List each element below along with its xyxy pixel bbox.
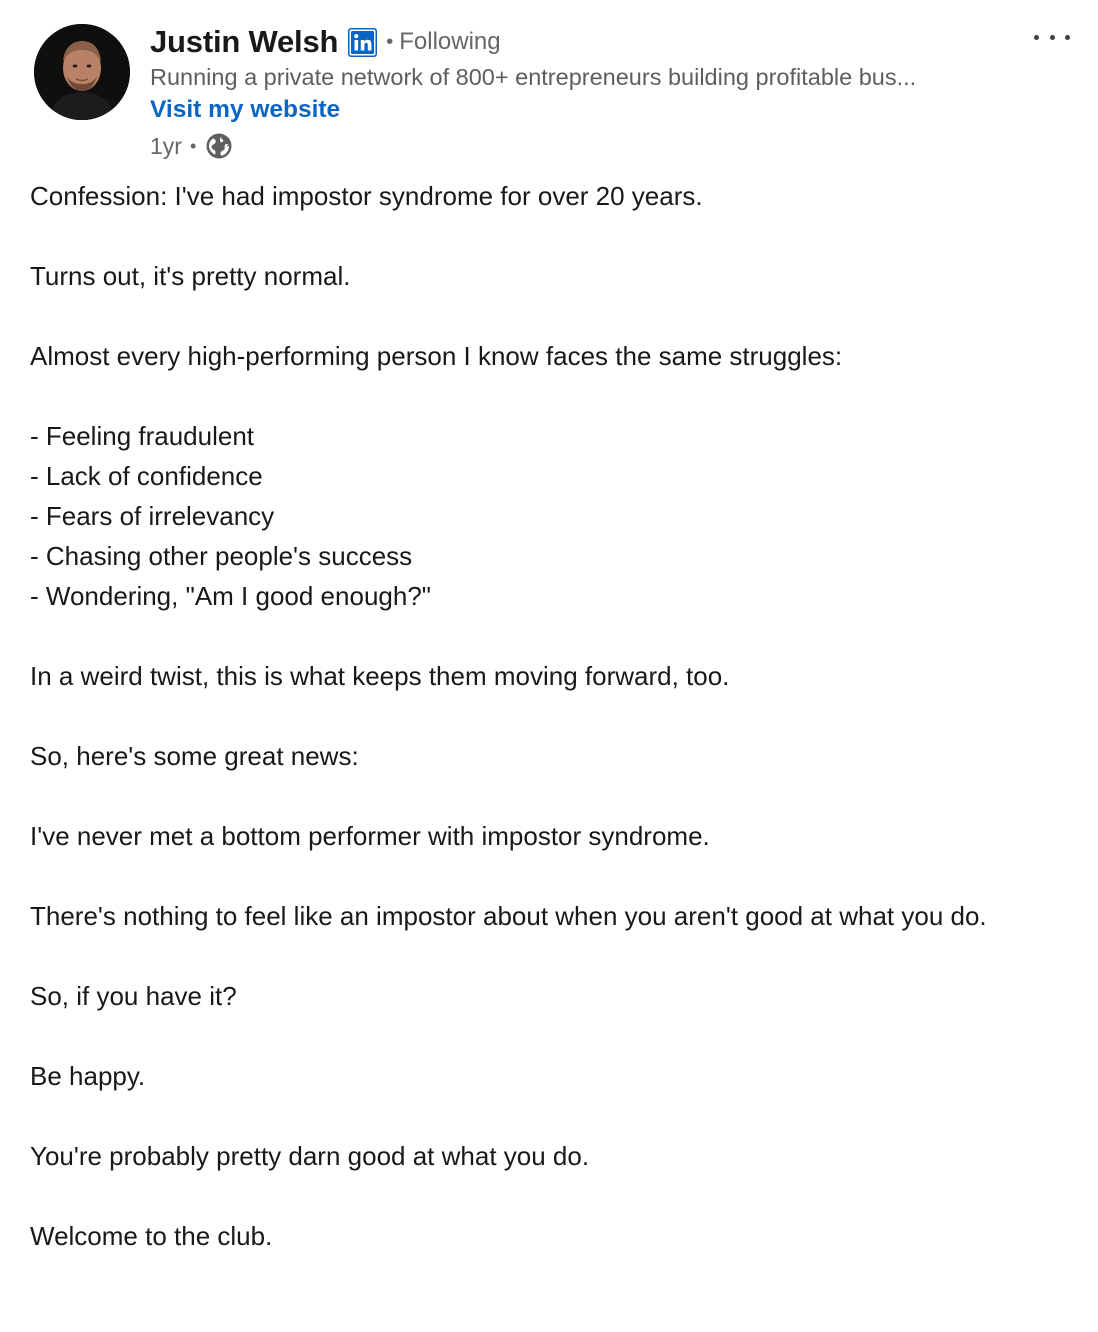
post-meta	[150, 130, 233, 162]
post-line: - Wondering, "Am I good enough?"	[30, 581, 432, 611]
post-line: - Fears of irrelevancy	[30, 501, 275, 531]
post-line: There's nothing to feel like an impostor about when you aren't good at what you do.	[30, 901, 987, 931]
more-options-icon[interactable]	[1030, 28, 1074, 46]
post-line: I've never met a bottom performer with impostor syndrome.	[30, 821, 710, 851]
separator-dot: •	[189, 135, 197, 156]
linkedin-premium-icon	[348, 28, 377, 57]
more-dot	[1065, 35, 1070, 40]
post-line: Welcome to the club.	[30, 1221, 273, 1251]
post-line: So, here's some great news:	[30, 741, 359, 771]
author-headline: Running a private network of 800+ entrepreneurs building profitable bus...	[150, 64, 917, 90]
more-dot	[1050, 35, 1055, 40]
post-line: Almost every high-performing person I know faces the same struggles:	[30, 341, 843, 371]
post-body	[30, 176, 1075, 1256]
separator-dot: •	[386, 30, 394, 53]
post-line: - Chasing other people's success	[30, 541, 413, 571]
author-name[interactable]: Justin Welsh	[150, 24, 339, 59]
post-line: So, if you have it?	[30, 981, 237, 1011]
author-name-row	[150, 22, 501, 62]
post-line: In a weird twist, this is what keeps them moving forward, too.	[30, 661, 730, 691]
visit-website-link[interactable]: Visit my website	[150, 96, 341, 123]
post-line: - Feeling fraudulent	[30, 421, 255, 451]
post-line: You're probably pretty darn good at what you do.	[30, 1141, 590, 1171]
post-line: Confession: I've had impostor syndrome for over 20 years.	[30, 181, 703, 211]
connection-status[interactable]: Following	[399, 28, 501, 55]
author-avatar[interactable]	[34, 24, 130, 120]
more-dot	[1034, 35, 1039, 40]
post-line: Turns out, it's pretty normal.	[30, 261, 351, 291]
post-line: Be happy.	[30, 1061, 146, 1091]
globe-icon	[205, 132, 233, 160]
post-line: - Lack of confidence	[30, 461, 263, 491]
post-age[interactable]: 1yr	[150, 132, 182, 159]
avatar-photo	[34, 24, 130, 120]
